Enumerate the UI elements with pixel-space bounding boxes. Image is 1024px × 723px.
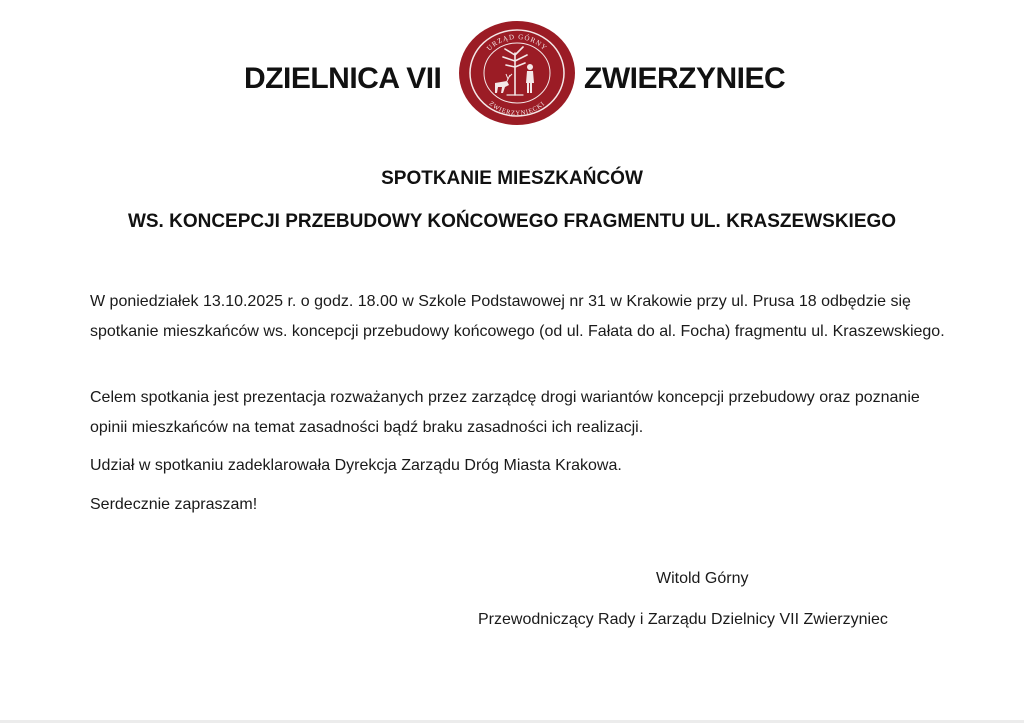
- district-name-label: ZWIERZYNIEC: [584, 62, 786, 95]
- paragraph-invitation: Serdecznie zapraszam!: [90, 496, 258, 513]
- letterhead: [0, 14, 1024, 132]
- paragraph-meeting-purpose: Celem spotkania jest prezentacja rozważanych przez zarządcę drogi wariantów koncepcji przebudowy oraz poznanie opinii mieszkańców na temat zasadności bądź braku zasadności ich realizacji.: [90, 389, 920, 436]
- district-seal-logo: [457, 19, 577, 127]
- seal-text-bottom: ZWIERZYNIECKI: [487, 100, 547, 118]
- paragraph-participation: Udział w spotkaniu zadeklarowała Dyrekcja Zarządu Dróg Miasta Krakowa.: [90, 457, 622, 474]
- seal-text-top: URZĄD GÓRNY: [485, 32, 549, 53]
- document-subtitle: WS. KONCEPCJI PRZEBUDOWY KOŃCOWEGO FRAGMENTU UL. KRASZEWSKIEGO: [127, 211, 897, 232]
- paragraph-meeting-details: W poniedziałek 13.10.2025 r. o godz. 18.00 w Szkole Podstawowej nr 31 w Krakowie przy ul. Prusa 18 odbędzie się spotkanie mieszkańców ws. koncepcji przebudowy końcowego (od ul. Fałata do al. Focha) fragmentu ul. Kraszewskiego.: [90, 293, 945, 340]
- signature-name: Witold Górny: [656, 570, 749, 587]
- document-title: SPOTKANIE MIESZKAŃCÓW: [381, 168, 643, 189]
- signature-role: Przewodniczący Rady i Zarządu Dzielnicy VII Zwierzyniec: [478, 611, 888, 628]
- district-number-label: DZIELNICA VII: [244, 62, 442, 95]
